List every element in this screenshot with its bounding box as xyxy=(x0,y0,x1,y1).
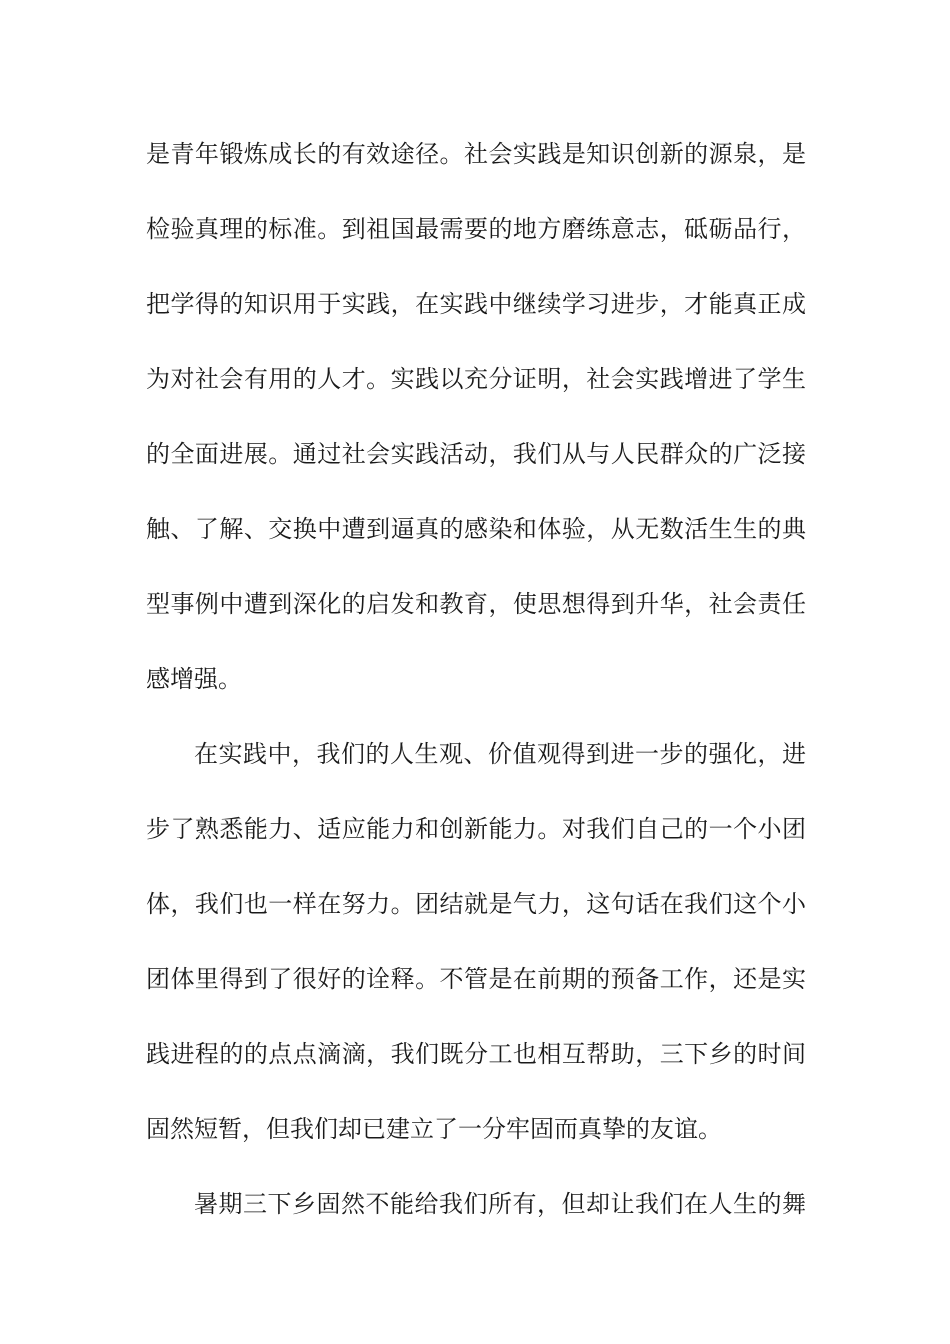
text-line: 的全面进展。通过社会实践活动，我们从与人民群众的广泛接 xyxy=(146,440,806,468)
paragraph-end-line: 固然短暂，但我们却已建立了一分牢固而真挚的友谊。 xyxy=(146,1115,722,1143)
text-line: 为对社会有用的人才。实践以充分证明，社会实践增进了学生 xyxy=(146,365,806,393)
text-line: 体，我们也一样在努力。团结就是气力，这句话在我们这个小 xyxy=(146,890,806,918)
text-line: 触、了解、交换中遭到逼真的感染和体验，从无数活生生的典 xyxy=(146,515,806,543)
text-line: 步了熟悉能力、适应能力和创新能力。对我们自己的一个小团 xyxy=(146,815,806,843)
text-line: 把学得的知识用于实践，在实践中继续学习进步，才能真正成 xyxy=(146,290,806,318)
paragraph-first-line: 暑期三下乡固然不能给我们所有，但却让我们在人生的舞 xyxy=(194,1190,806,1218)
document-body xyxy=(146,127,806,1252)
paragraph-end-line: 感增强。 xyxy=(146,665,242,693)
paragraph-first-line: 在实践中，我们的人生观、价值观得到进一步的强化，进 xyxy=(194,740,806,768)
text-line: 检验真理的标准。到祖国最需要的地方磨练意志，砥砺品行， xyxy=(146,215,806,243)
text-line: 践进程的的点点滴滴，我们既分工也相互帮助，三下乡的时间 xyxy=(146,1040,806,1068)
text-line: 团体里得到了很好的诠释。不管是在前期的预备工作，还是实 xyxy=(146,965,806,993)
text-line: 是青年锻炼成长的有效途径。社会实践是知识创新的源泉，是 xyxy=(146,140,806,168)
text-line: 型事例中遭到深化的启发和教育，使思想得到升华，社会责任 xyxy=(146,590,806,618)
